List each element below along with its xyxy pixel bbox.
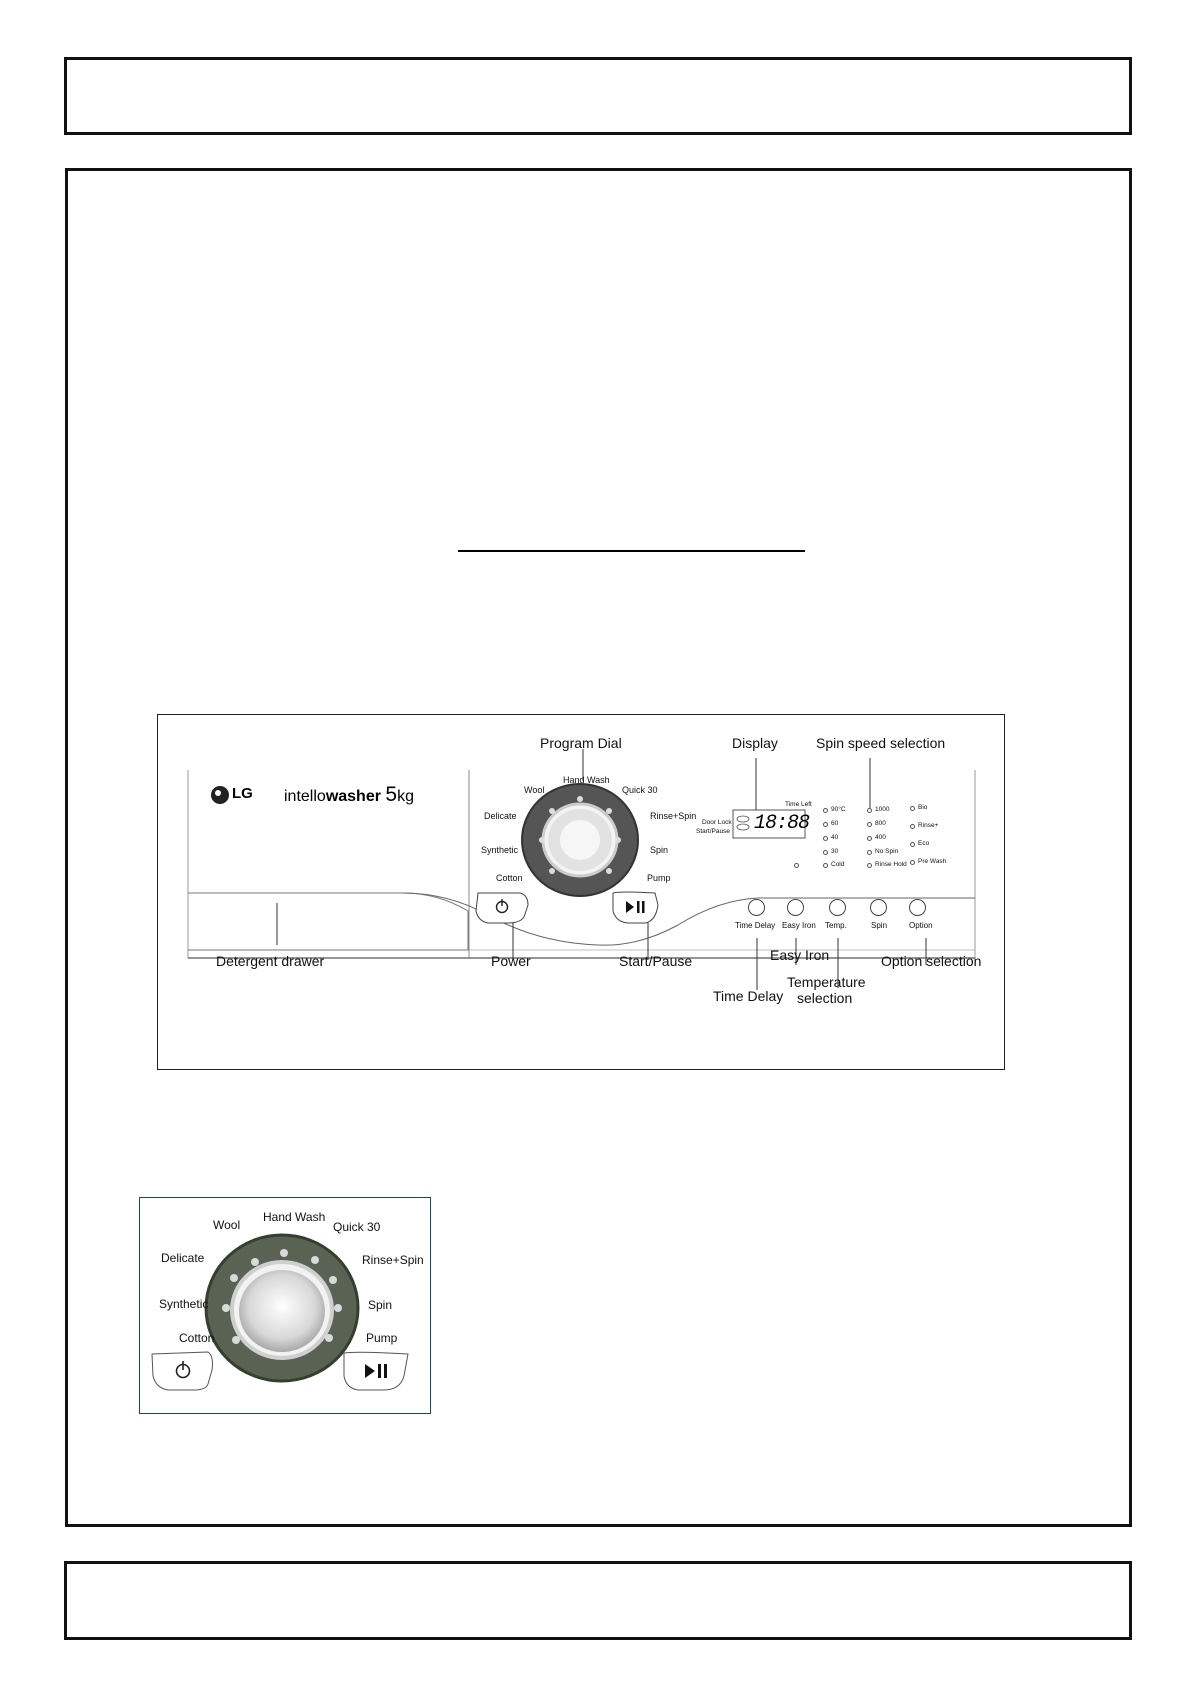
callout-program-dial: Program Dial [540,735,622,751]
temp-button [829,899,846,916]
spin-no-spin: No Spin [875,848,899,855]
product-name [284,783,414,807]
button-label-option: Option [909,921,933,930]
option-led [910,842,915,847]
closeup-wool: Wool [213,1218,241,1232]
option-pre-wash: Pre Wash [918,858,947,865]
program-spin: Spin [650,845,669,855]
callout-spin-speed: Spin speed selection [816,735,946,751]
option-led [910,860,915,865]
spin-1000: 1000 [875,806,890,813]
display-digits: 18:88 [754,812,810,835]
option-eco: Eco [918,840,930,847]
closeup-spin: Spin [368,1298,393,1312]
spin-led [867,850,872,855]
heading-underline [458,550,805,552]
temp-30: 30 [831,848,839,855]
program-rinse-spin: Rinse+Spin [650,811,697,821]
temp-led [823,822,828,827]
temp-cold: Cold [831,861,845,868]
header-frame [64,57,1132,135]
closeup-cotton: Cotton [179,1331,215,1345]
callout-detergent-drawer: Detergent drawer [216,953,325,969]
button-label-easy-iron: Easy Iron [782,921,816,930]
closeup-hand-wash: Hand Wash [263,1210,326,1224]
easy-iron-button [787,899,804,916]
footer-frame [64,1561,1132,1640]
control-panel-figure [157,714,1005,1070]
temp-led [823,808,828,813]
temp-60: 60 [831,820,839,827]
callout-temperature-line2: selection [797,990,853,1006]
spin-800: 800 [875,820,886,827]
button-label-spin: Spin [871,921,888,930]
door-lock-label: Door Lock [702,819,732,826]
temp-led [823,863,828,868]
spin-led [867,808,872,813]
spin-400: 400 [875,834,886,841]
button-label-time-delay: Time Delay [735,921,776,930]
aux-led [794,863,799,868]
callout-easy-iron: Easy Iron [770,947,830,963]
spin-rinse-hold: Rinse Hold [875,861,907,868]
temp-40: 40 [831,834,839,841]
temp-90: 90°C [831,806,846,813]
capacity-number: 5 [385,783,398,806]
spin-led [867,836,872,841]
capacity-unit: kg [397,788,414,805]
option-led [910,824,915,829]
spin-led [867,863,872,868]
start-pause-indicator-label: Start/Pause [696,828,730,835]
spin-button [870,899,887,916]
brand-logo: LG [232,785,253,802]
temp-led [823,850,828,855]
closeup-synthetic: Synthetic [159,1297,209,1311]
option-led [910,806,915,811]
program-dial-closeup [139,1197,431,1414]
option-bio: Bio [918,804,928,811]
product-suffix: washer [325,788,381,805]
time-delay-button [748,899,765,916]
closeup-delicate: Delicate [161,1251,205,1265]
closeup-pump: Pump [366,1331,398,1345]
option-rinse-plus: Rinse+ [918,822,939,829]
callout-display: Display [732,735,778,751]
callout-power: Power [491,953,531,969]
program-quick30: Quick 30 [622,785,658,795]
callout-time-delay: Time Delay [713,988,784,1004]
program-delicate: Delicate [484,811,517,821]
temp-led [823,836,828,841]
spin-led [867,822,872,827]
program-hand-wash: Hand Wash [563,775,610,785]
callout-start-pause: Start/Pause [619,953,693,969]
time-left-label: Time Left [785,801,812,808]
program-synthetic: Synthetic [481,845,519,855]
program-wool: Wool [524,785,545,795]
panel-outline [158,715,1005,1070]
option-button [909,899,926,916]
closeup-rinse-spin: Rinse+Spin [362,1253,424,1267]
closeup-quick30: Quick 30 [333,1220,381,1234]
product-prefix: intello [284,788,326,805]
program-pump: Pump [647,873,671,883]
button-label-temp: Temp. [825,921,847,930]
callout-option-selection: Option selection [881,953,982,969]
callout-temperature-line1: Temperature [787,974,866,990]
program-cotton: Cotton [496,873,523,883]
